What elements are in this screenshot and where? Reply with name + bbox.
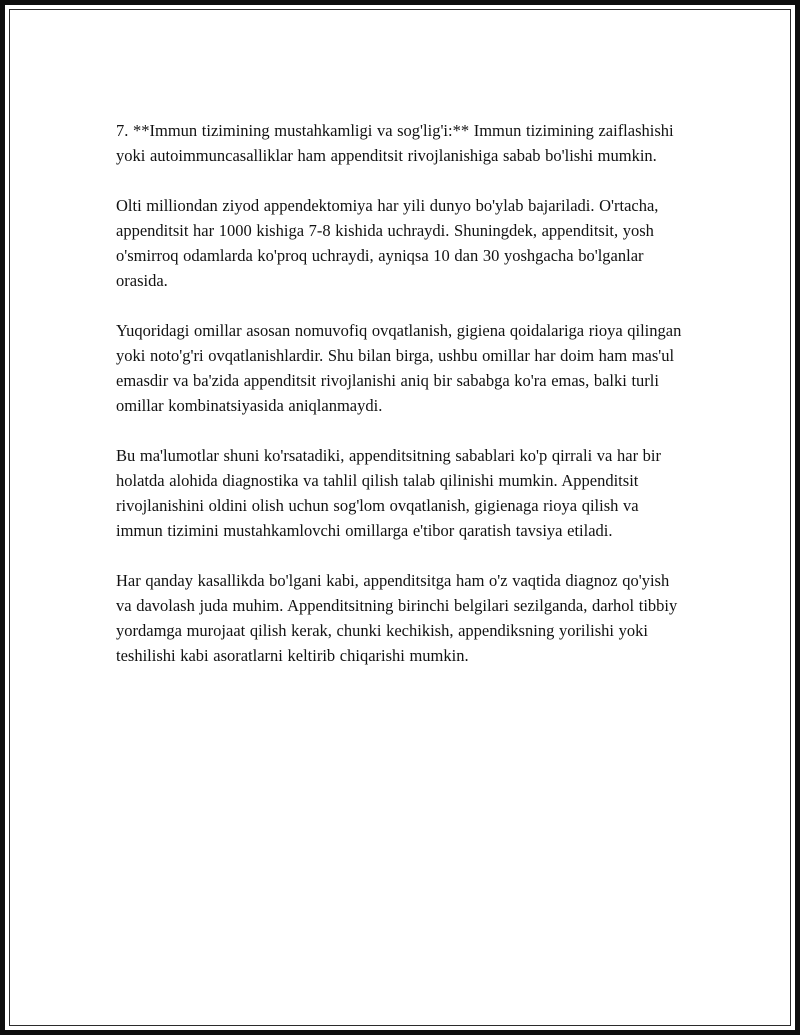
paragraph-immune-system: 7. **Immun tizimining mustahkamligi va sog'lig'i:** Immun tizimining zaiflashishi yoki autoimmuncasalliklar ham appenditsit rivojlanishiga sabab bo'lishi mumkin. bbox=[116, 121, 674, 165]
document-content bbox=[10, 10, 790, 668]
paragraph-diagnosis-advice: Har qanday kasallikda bo'lgani kabi, appenditsitga ham o'z vaqtida diagnoz qo'yish va davolash juda muhim. Appenditsitning birinchi belgilari sezilganda, darhol tibbiy yordamga murojaat qilish kerak, chunki kechikish, appendiksning yorilishi yoki teshilishi kabi asoratlarni keltirib chiqarishi mumkin. bbox=[116, 571, 678, 665]
page-inner-border bbox=[9, 9, 791, 1026]
paragraph-statistics: Olti milliondan ziyod appendektomiya har yili dunyo bo'ylab bajariladi. O'rtacha, appenditsit har 1000 kishiga 7-8 kishida uchraydi. Shuningdek, appenditsit, yosh o'smirroq odamlarda ko'proq uchraydi, ayniqsa 10 dan 30 yoshgacha bo'lganlar orasida. bbox=[116, 196, 659, 290]
paragraph-factors: Yuqoridagi omillar asosan nomuvofiq ovqatlanish, gigiena qoidalariga rioya qilingan yoki noto'g'ri ovqatlanishlardir. Shu bilan birga, ushbu omillar har doim ham mas'ul emasdir va ba'zida appenditsit rivojlanishi aniq bir sababga ko'ra emas, balki turli omillar kombinatsiyasida aniqlanmaydi. bbox=[116, 321, 682, 415]
paragraph-conclusion: Bu ma'lumotlar shuni ko'rsatadiki, appenditsitning sabablari ko'p qirrali va har bir holatda alohida diagnostika va tahlil qilish talab qilinishi mumkin. Appenditsit rivojlanishini oldini olish uchun sog'lom ovqatlanish, gigienaga rioya qilish va immun tizimini mustahkamlovchi omillarga e'tibor qaratish tavsiya etiladi. bbox=[116, 446, 662, 540]
